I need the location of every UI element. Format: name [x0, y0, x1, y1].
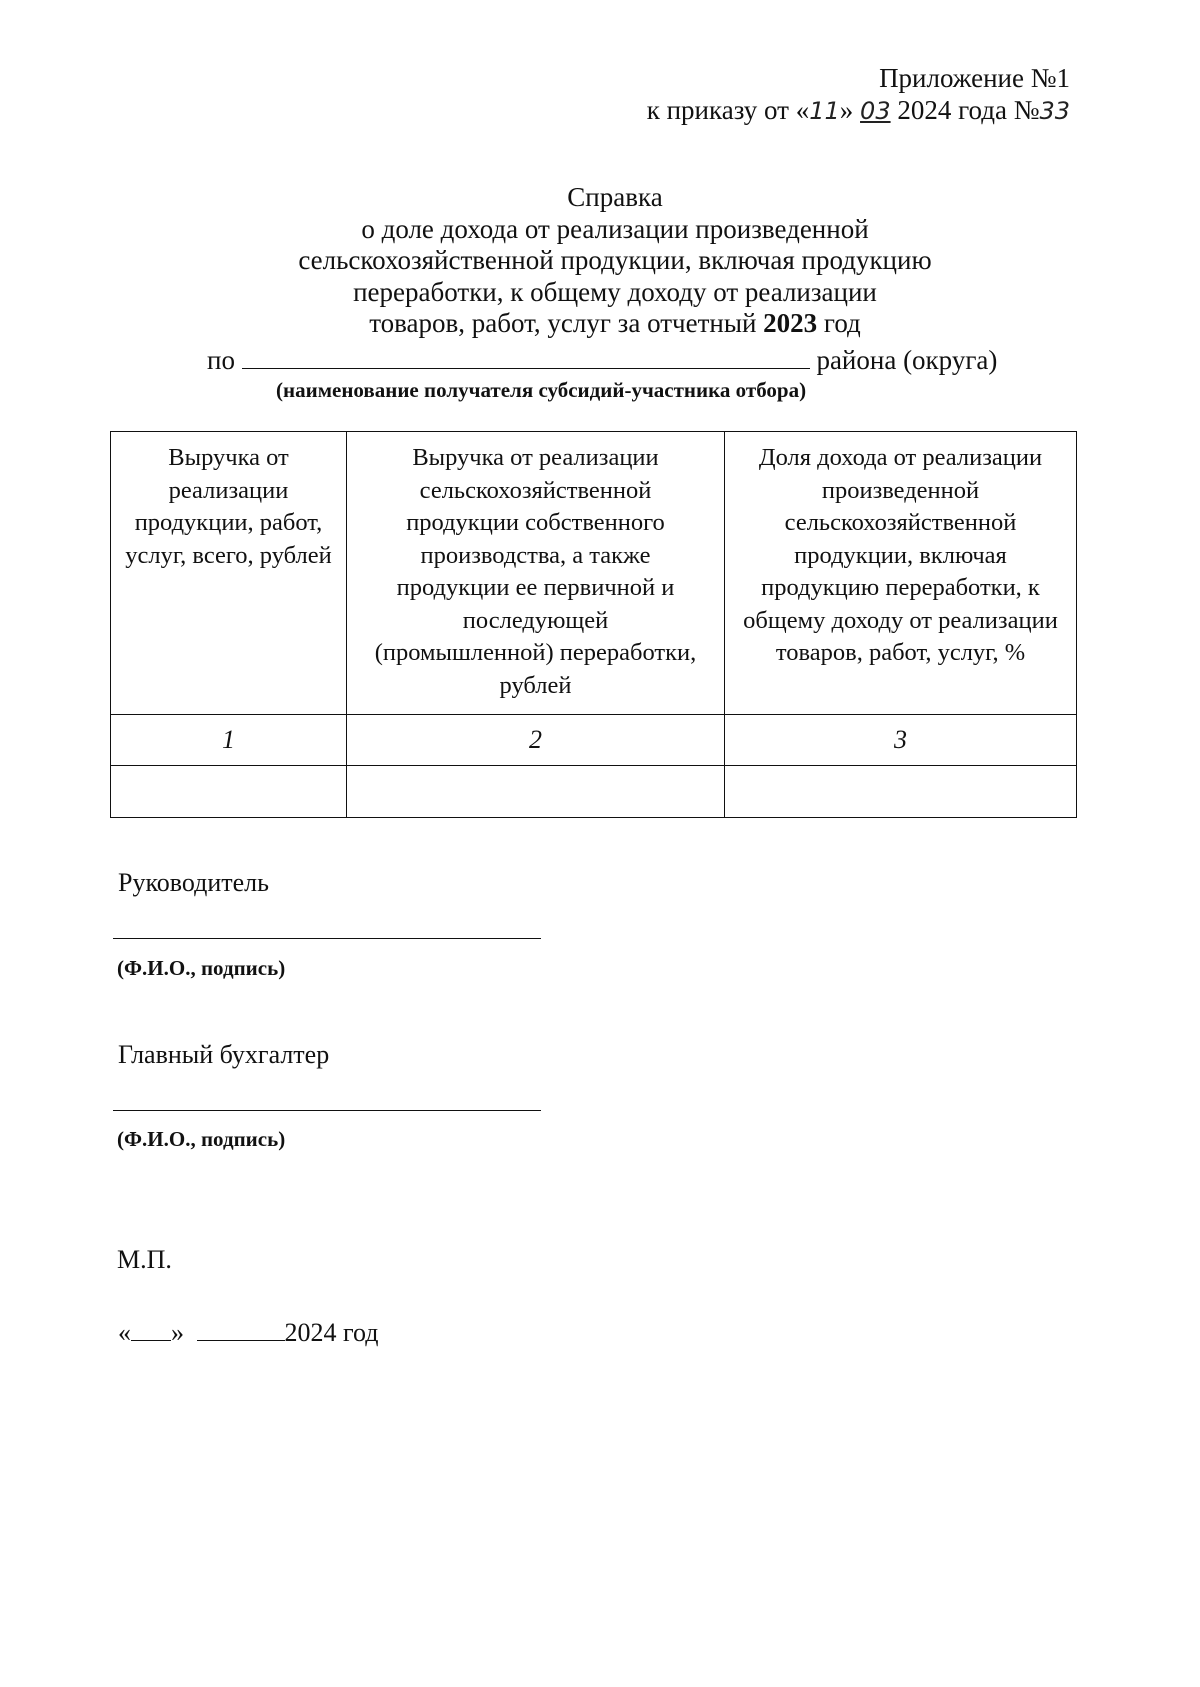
- table-header-row: [111, 432, 1077, 715]
- header-income-share: Доля дохода от реализации произведенной сельскохозяйственной продукции, включая продукцию переработки, к общему доходу от реализации товаров, работ, услуг, %: [725, 432, 1077, 715]
- title-line-2: о доле дохода от реализации произведенной: [361, 213, 869, 244]
- title-line-3: сельскохозяйственной продукции, включая продукцию: [298, 245, 932, 275]
- income-share-cell[interactable]: [725, 766, 1077, 818]
- date-year: 2024 год: [284, 1318, 379, 1347]
- title-line-4: переработки, к общему доходу от реализации: [353, 276, 877, 307]
- total-revenue-cell[interactable]: [111, 766, 347, 818]
- order-number-handwritten: 33: [1039, 97, 1070, 125]
- order-prefix: к приказу от «: [646, 95, 810, 125]
- column-number-3: 3: [725, 715, 1077, 766]
- head-signature-caption: (Ф.И.О., подпись): [117, 956, 286, 980]
- date-day-blank[interactable]: [131, 1320, 171, 1341]
- title-line-5-prefix: товаров, работ, услуг за отчетный: [369, 308, 764, 338]
- title-line-5-suffix: год: [817, 308, 861, 338]
- head-signature-line[interactable]: [113, 938, 541, 939]
- document-title: [0, 182, 1200, 340]
- accountant-signature-caption: (Ф.И.О., подпись): [117, 1127, 286, 1151]
- order-day-handwritten: 11: [809, 97, 840, 125]
- date-open-quote: «: [118, 1318, 131, 1347]
- appendix-title: Приложение №1: [879, 63, 1070, 93]
- title-line-5: [0, 308, 1200, 340]
- table-data-row: [111, 766, 1077, 818]
- revenue-table: [110, 431, 1077, 818]
- date-row: [118, 1318, 379, 1348]
- agri-revenue-cell[interactable]: [347, 766, 725, 818]
- order-mid: »: [839, 95, 854, 125]
- recipient-name-caption: (наименование получателя субсидий-участника отбора): [276, 378, 807, 402]
- order-year: 2024 года №: [897, 95, 1040, 125]
- region-suffix: района (округа): [816, 345, 998, 375]
- column-number-2: 2: [347, 715, 725, 766]
- recipient-name-blank[interactable]: [242, 346, 810, 369]
- head-label: Руководитель: [118, 868, 269, 897]
- date-close-quote: »: [171, 1318, 184, 1347]
- region-row: [207, 344, 997, 376]
- accountant-label: Главный бухгалтер: [118, 1040, 330, 1069]
- region-prefix: по: [207, 345, 235, 375]
- appendix-header: [647, 62, 1070, 127]
- stamp-place: М.П.: [117, 1245, 172, 1274]
- date-month-blank[interactable]: [197, 1320, 285, 1341]
- order-month-handwritten: 03: [860, 97, 891, 125]
- reporting-year: 2023: [763, 308, 818, 338]
- header-total-revenue: Выручка от реализации продукции, работ, услуг, всего, рублей: [111, 432, 347, 715]
- header-agri-revenue: Выручка от реализации сельскохозяйственной продукции собственного производства, а также продукции ее первичной и последующей (промышленной) переработки, рублей: [347, 432, 725, 715]
- table-number-row: [111, 715, 1077, 766]
- order-reference: [647, 94, 1070, 127]
- accountant-signature-line[interactable]: [113, 1110, 541, 1111]
- title-line-1: Справка: [567, 182, 663, 212]
- column-number-1: 1: [111, 715, 347, 766]
